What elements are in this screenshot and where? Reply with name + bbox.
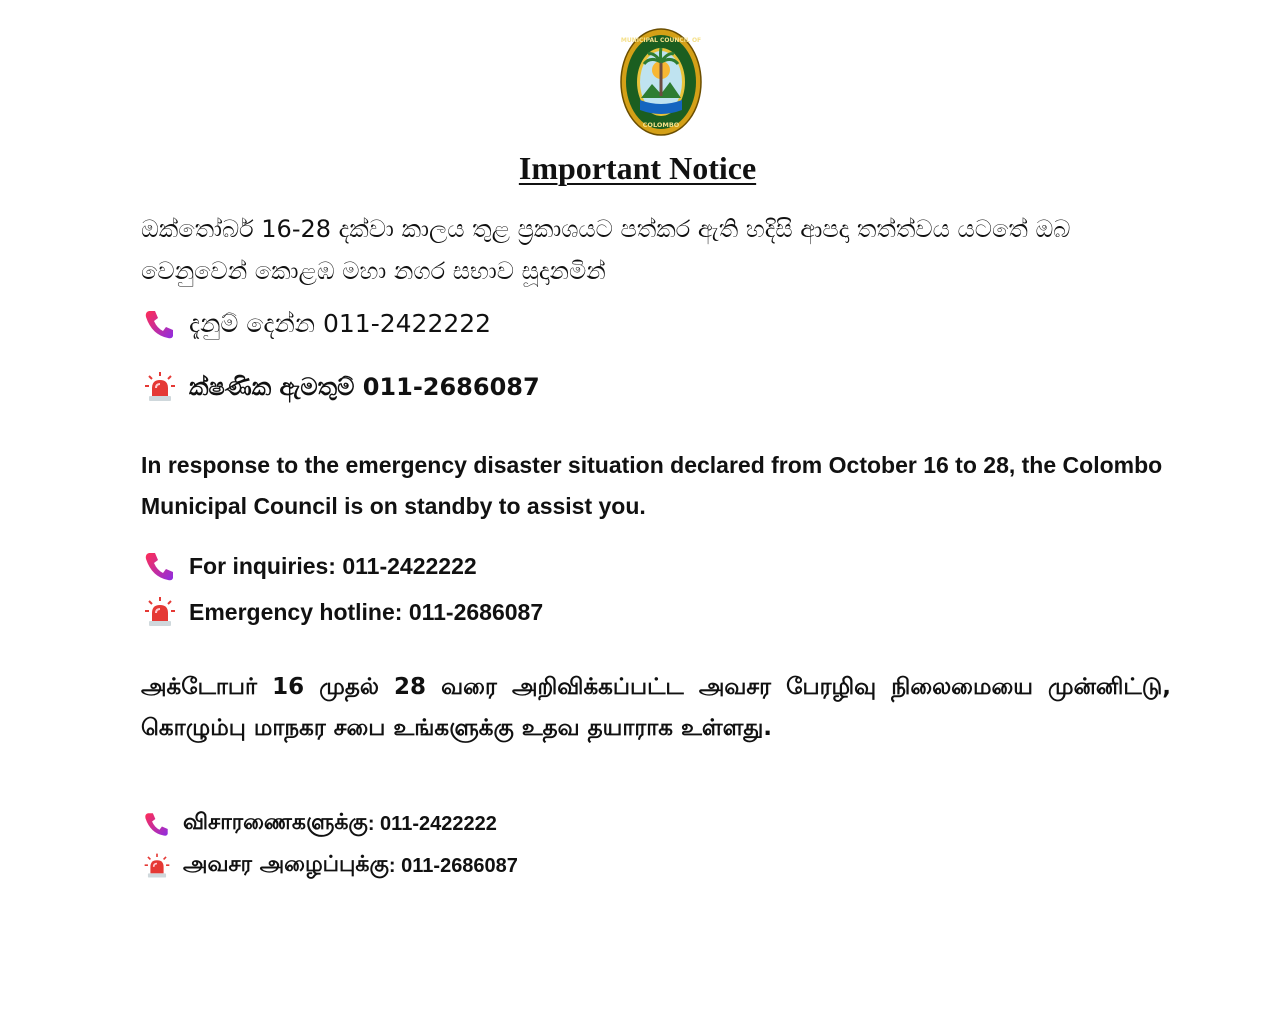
tamil-paragraph: அக்டோபர் 16 முதல் 28 வரை அறிவிக்கப்பட்ட அவசர பேரழிவு நிலைமையை முன்னிட்டு, கொழும்பு மாநகர சபை உங்களுக்கு உதவ தயாராக உள்ளது.	[141, 674, 1171, 741]
tamil-inquiries-label: விசாரணைகளுக்கு	[183, 810, 368, 835]
colombo-council-seal-logo	[620, 28, 702, 136]
phone-icon	[143, 307, 177, 341]
sinhala-paragraph: ඔක්තෝබර් 16-28 දක්වා කාලය තුළ ප්‍රකාශයට පත්කර ඇති හදිසි ආපදා තත්ත්වය යටතේ ඔබ වෙනුවෙන් කොළඹ මහා නගර සභාව සූදානමින්	[141, 215, 1071, 285]
tamil-emergency-number: : 011-2686087	[388, 854, 518, 877]
sinhala-inquiries-line	[143, 307, 491, 341]
tamil-emergency-label: அவசர அழைப்புக்கு	[183, 852, 389, 877]
phone-icon	[143, 810, 171, 838]
phone-icon	[143, 549, 177, 583]
tamil-inquiries-line	[143, 810, 497, 838]
english-paragraph: In response to the emergency disaster situation declared from October 16 to 28, the Colombo Municipal Council is on standby to assist you.	[141, 452, 1163, 519]
siren-icon	[143, 852, 171, 880]
page-title: Important Notice	[518, 150, 757, 186]
tamil-inquiries-number: : 011-2422222	[367, 812, 497, 835]
english-emergency-text: Emergency hotline: 011-2686087	[189, 598, 544, 625]
tamil-emergency-line	[143, 852, 518, 880]
siren-icon	[143, 595, 177, 629]
seal-text-bottom: COLOMBO	[642, 121, 680, 129]
sinhala-emergency-text: ක්ෂණික ඇමතුම් 011-2686087	[189, 373, 540, 401]
sinhala-inquiries-text: දැනුම් දෙන්න 011-2422222	[189, 309, 492, 338]
seal-text-top: MUNICIPAL COUNCIL OF	[620, 37, 702, 44]
english-inquiries-text: For inquiries: 011-2422222	[189, 552, 477, 579]
siren-icon	[143, 370, 177, 404]
english-emergency-line	[143, 595, 543, 629]
english-inquiries-line	[143, 549, 477, 583]
sinhala-emergency-line	[143, 370, 540, 404]
